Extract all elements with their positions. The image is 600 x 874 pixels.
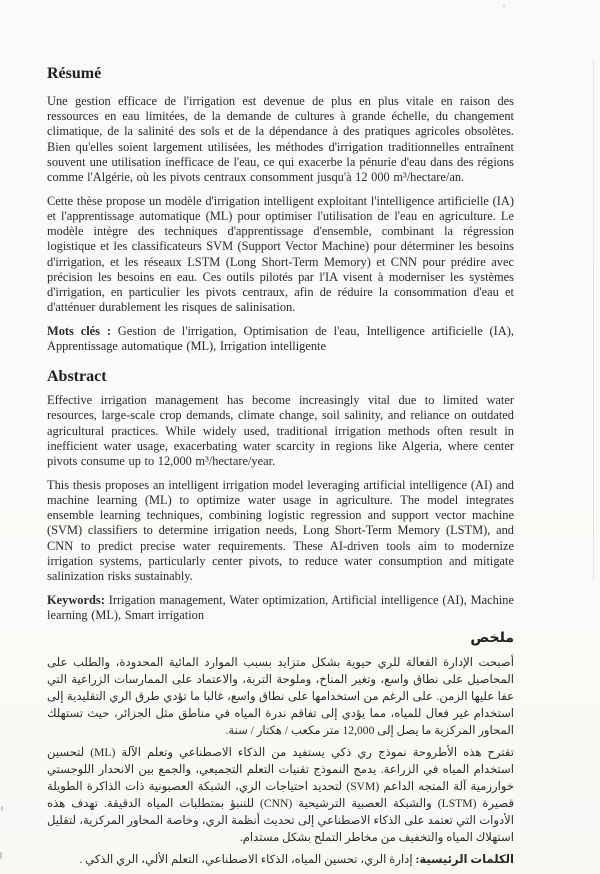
arabic-keywords-text: إدارة الري، تحسين المياه، الذكاء الاصطناعي، التعلم الألي، الري الذكي . (79, 853, 416, 867)
resume-heading: Résumé (47, 65, 102, 82)
mots-cles-line (47, 324, 514, 354)
keywords-label: Keywords: (47, 592, 105, 607)
abstract-paragraph-1: Effective irrigation management has become increasingly vital due to limited water resources, large-scale crop demands, climate change, soil salinity, and reliance on outdated agricultural practices. While widely used, traditional irrigation methods often result in inefficient water usage, exacerbating water scarcity in regions like Algeria, where center pivots consume up to 12,000 m³/hectare/year. (47, 393, 514, 469)
mots-cles-text: Gestion de l'irrigation, Optimisation de l'eau, Intelligence artificielle (IA), Apprentissage automatique (ML), Irrigation intelligente (47, 323, 514, 354)
scan-edge-artifact (593, 60, 594, 580)
scan-speck (1, 806, 3, 811)
abstract-paragraph-2: This thesis proposes an intelligent irrigation model leveraging artificial intelligence (AI) and machine learning (ML) to optimize water usage in agriculture. The model integrates ensemble learning techniques, combining logistic regression and support vector machine (SVM) classifiers to determine irrigation needs, Long Short-Term Memory (LSTM), and CNN to predict precise water requirements. These AI-driven tools aim to modernize irrigation systems, particularly center pivots, to reduce water consumption and mitigate salinization risks sustainably. (47, 477, 514, 583)
arabic-paragraph-1: أصبحت الإدارة الفعالة للري حيوية بشكل متزايد بسبب الموارد المائية المحدودة، والطلب على المحاصيل على نطاق واسع، وتغير المناخ، وملوحة التربة، والاعتماد على الممارسات الزراعية التي عفا عليها الزمن. على الرغم من استخدامها على نطاق واسع، غالبا ما تؤدي طرق الري التقليدية إلى استخدام غير فعال للمياه، مما يؤدي إلى تفاقم ندرة المياه في مناطق مثل الجزائر، حيث تستهلك المحاور المركزية ما يصل إلى 12,000 متر مكعب / هكتار / سنة. (47, 656, 514, 738)
scan-speck (0, 852, 2, 859)
keywords-text: Irrigation management, Water optimization, Artificial intelligence (AI), Machine learning (ML), Smart irrigation (47, 592, 514, 622)
arabic-keywords-line (47, 851, 514, 868)
abstract-heading: Abstract (47, 368, 107, 386)
resume-paragraph-2: Cette thèse propose un modèle d'irrigation intelligent exploitant l'intelligence artificielle (IA) et l'apprentissage automatique (ML) pour optimiser l'utilisation de l'eau en agriculture. Le modèle intègre des techniques d'apprentissage d'ensemble, combinant la régression logistique et les classificateurs SVM (Support Vector Machine) pour déterminer les besoins d'irrigation, et les réseaux LSTM (Long Short-Term Memory) et CNN pour prédire avec précision les besoins en eau. Ces outils pilotés par l'IA visent à moderniser les systèmes d'irrigation, en particulier les pivots centraux, afin de réduire la consommation d'eau et d'atténuer durablement les risques de salinisation. (47, 193, 514, 315)
resume-paragraph-1: Une gestion efficace de l'irrigation est devenue de plus en plus vitale en raison des ressources en eau limitées, de la demande de cultures à grande échelle, du changement climatique, de la salinité des sols et de la dépendance à des pratiques agricoles obsolètes. Bien qu'elles soient largement utilisées, les méthodes d'irrigation traditionnelles entraînent souvent une utilisation inefficace de l'eau, ce qui exacerbe la pénurie d'eau dans des régions comme l'Algérie, où les pivots centraux consomment jusqu'à 12 000 m³/hectare/an. (47, 94, 514, 185)
keywords-line (47, 593, 514, 623)
arabic-abstract-heading: ملخص (470, 631, 514, 647)
arabic-paragraph-2: تقترح هذه الأطروحة نموذج ري ذكي يستفيد من الذكاء الاصطناعي وتعلم الآلة (ML) لتحسين استخدام المياه في الزراعة. يدمج النموذج تقنيات التعلم التجميعي، والجمع بين الانحدار اللوجستي خوارزمية آلة المتجه الداعم (SVM) لتحديد احتياجات الري، الشبكة العصبونية ذات الذاكرة الطويلة قصيرة (LSTM) والشبكة العصبية الترشيحية (CNN) للتنبؤ بمتطلبات المياه الدقيقة. تهدف هذه الأدوات التي تعتمد على الذكاء الاصطناعي إلى تحديث أنظمة الري، وخاصة المحاور المركزية، لتقليل استهلاك المياه والتخفيف من مخاطر التملح بشكل مستدام. (47, 746, 515, 845)
page-content (47, 0, 514, 868)
mots-cles-label: Mots clés : (47, 323, 111, 338)
arabic-keywords-label: الكلمات الرئيسية: (415, 853, 514, 867)
